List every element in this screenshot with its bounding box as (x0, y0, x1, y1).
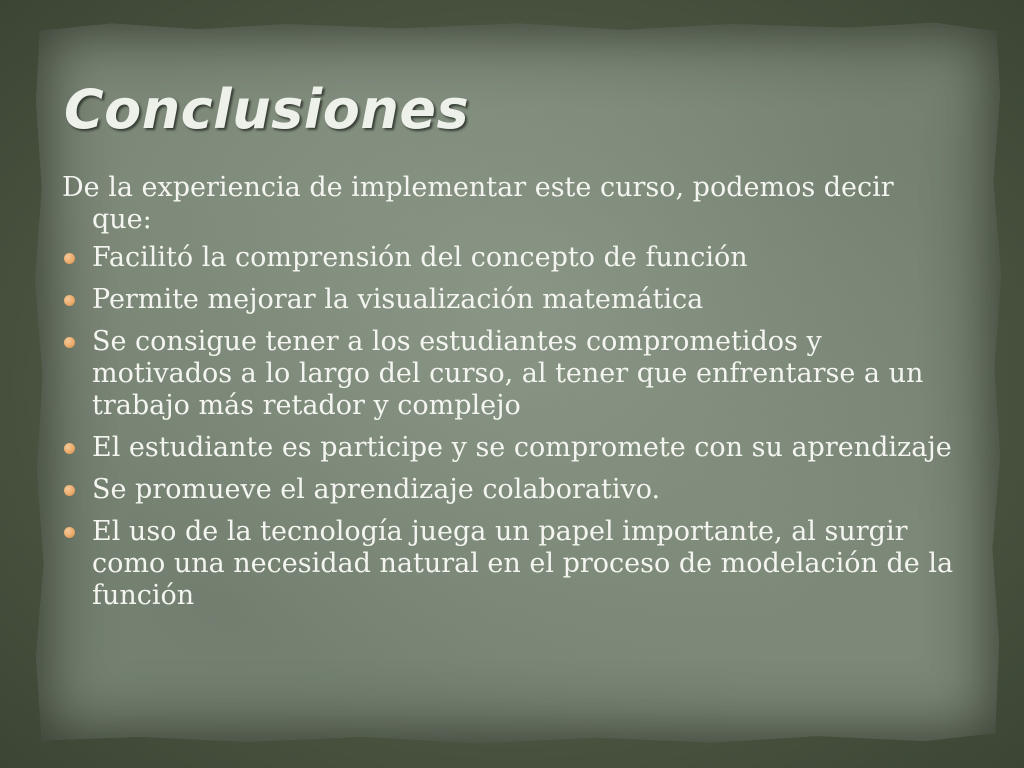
bullet-text: Permite mejorar la visualización matemática (92, 284, 704, 315)
bullet-icon (64, 337, 75, 348)
bullet-item (62, 284, 962, 316)
bullet-item (62, 432, 962, 464)
bullet-text: Se consigue tener a los estudiantes comprometidos y motivados a lo largo del curso, al tener que enfrentarse a un trabajo más retador y complejo (92, 326, 924, 421)
bullet-icon (64, 527, 75, 538)
bullet-icon (64, 443, 75, 454)
bullet-item (62, 516, 962, 612)
bullet-list (62, 242, 962, 612)
bullet-item (62, 474, 962, 506)
slide-title: Conclusiones (64, 78, 470, 141)
bullet-item (62, 326, 962, 422)
intro-text (62, 172, 962, 236)
bullet-icon (64, 295, 75, 306)
bullet-text: Facilitó la comprensión del concepto de función (92, 242, 748, 273)
bullet-icon (64, 485, 75, 496)
bullet-item (62, 242, 962, 274)
bullet-text: Se promueve el aprendizaje colaborativo. (92, 474, 661, 505)
slide-body (62, 172, 962, 622)
bullet-icon (64, 253, 75, 264)
bullet-text: El estudiante es participe y se compromete con su aprendizaje (92, 432, 952, 463)
intro-line-2: que: (92, 204, 152, 235)
intro-line-1: De la experiencia de implementar este curso, podemos decir (62, 172, 894, 203)
bullet-text: El uso de la tecnología juega un papel importante, al surgir como una necesidad natural en el proceso de modelación de la función (92, 516, 954, 611)
